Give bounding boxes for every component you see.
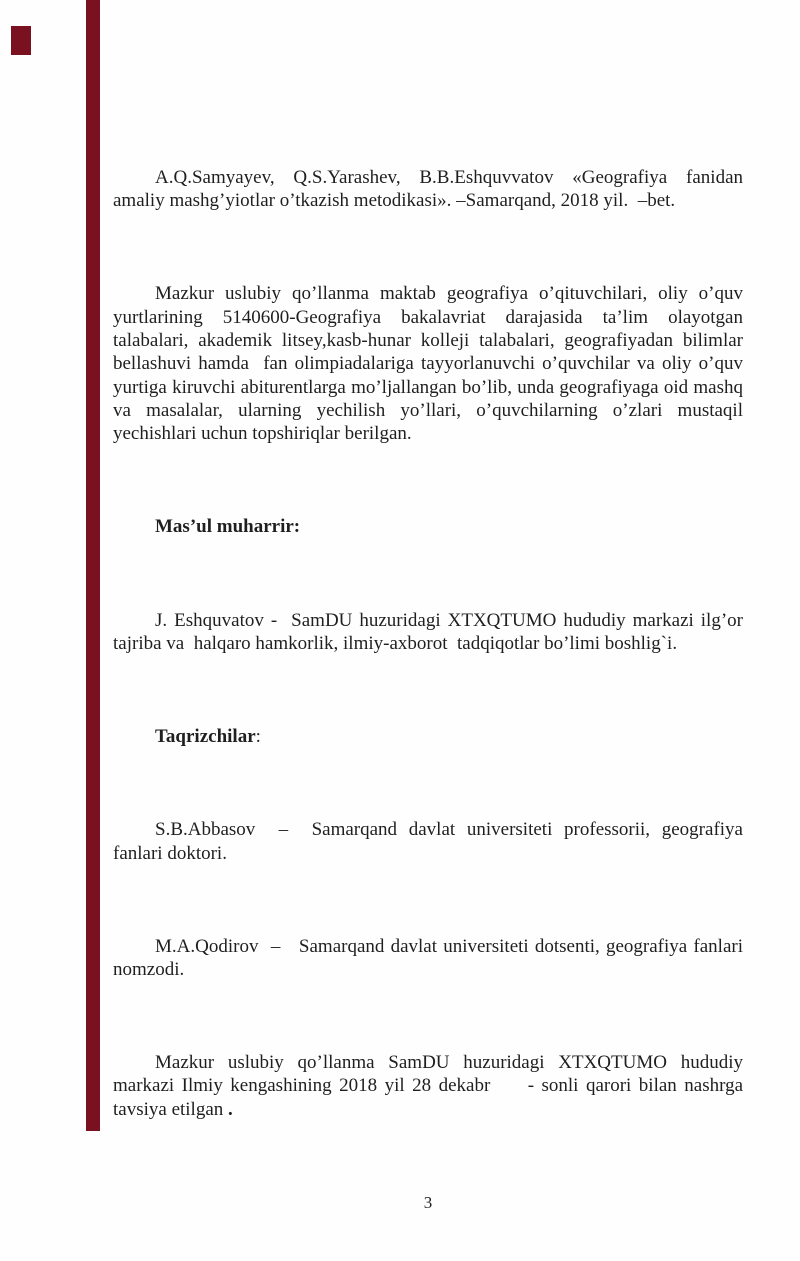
reviewers-heading-label: Taqrizchilar (155, 726, 256, 748)
binding-bar (86, 0, 100, 1131)
approval-paragraph (113, 1051, 748, 1121)
page-number: 3 (423, 1192, 433, 1212)
reviewer-item: M.A.Qodirov – Samarqand davlat universiteti dotsenti, geografiya fanlari nomzodi. (113, 935, 748, 980)
scan-artifact-mark (11, 26, 31, 55)
responsible-editor-heading: Mas’ul muharrir: (155, 516, 301, 538)
reviewers-heading-colon: : (255, 726, 261, 748)
approval-period: . (228, 1098, 233, 1120)
text-column (113, 96, 753, 1261)
annotation-paragraph: Mazkur uslubiy qo’llanma maktab geografiya o’qituvchilari, oliy o’quv yurtlarining 5140600-Geografiya bakalavriat darajasida ta’lim olayotgan talabalari, akademik litsey,kasb-hunar kolleji talabalari, geografiyadan bilimlar bellashuvi hamda fan olimpiadalariga tayyorlanuvchi o’quvchilar va oliy o’quv yurtiga kiruvchi abiturentlarga mo’ljallangan bo’lib, unda geografiyaga oid mashq va masalalar, ularning yechilish yo’llari, o’quvchilarning o’zlari mustaqil yechishlari uchun topshiriqlar berilgan. (113, 283, 748, 445)
reviewer-item: S.B.Abbasov – Samarqand davlat universiteti professorii, geografiya fanlari doktori. (113, 819, 753, 864)
citation-paragraph: A.Q.Samyayev, Q.S.Yarashev, B.B.Eshquvvatov «Geografiya fanidan amaliy mashg’yiotlar o’tkazish metodikasi». –Samarqand, 2018 yil. –bet. (113, 166, 748, 212)
reviewers-heading (113, 725, 743, 748)
responsible-editor-text: J. Eshquvatov - SamDU huzuridagi XTXQTUMO hududiy markazi ilg’or tajriba va halqaro hamkorlik, ilmiy-axborot tadqiqotlar bo’limi boshlig`i. (113, 609, 748, 654)
approval-text: Mazkur uslubiy qo’llanma SamDU huzuridagi XTXQTUMO hududiy markazi Ilmiy kengashining 2018 yil 28 dekabr - sonli qarori bilan nashrga tavsiya etilgan (113, 1052, 748, 1120)
